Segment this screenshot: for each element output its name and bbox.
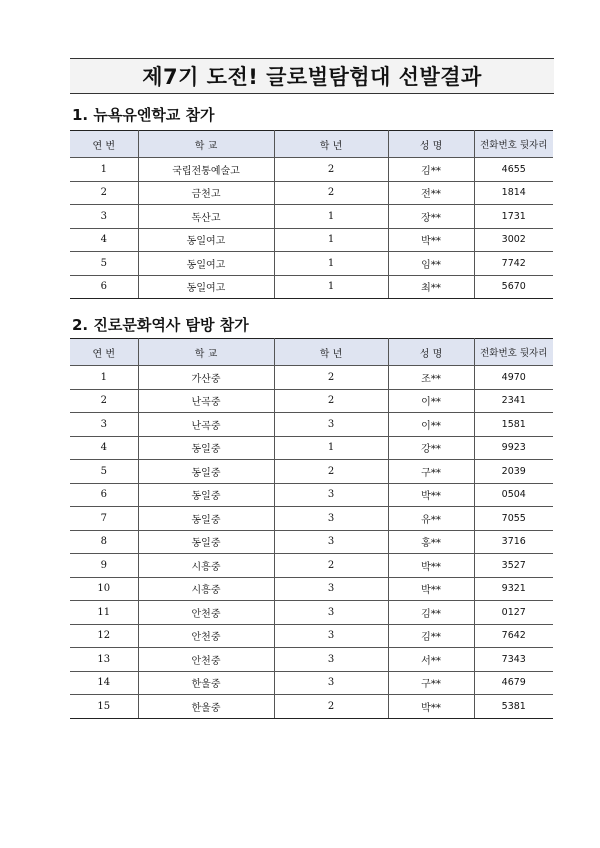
cell-col-name: 박** bbox=[388, 695, 474, 719]
cell-col-grade: 3 bbox=[274, 601, 388, 625]
header-col-school: 학 교 bbox=[138, 131, 274, 158]
cell-col-school: 동일여고 bbox=[138, 275, 274, 299]
cell-col-school: 동일중 bbox=[138, 436, 274, 460]
cell-col-grade: 3 bbox=[274, 624, 388, 648]
cell-col-name: 박** bbox=[388, 577, 474, 601]
cell-col-school: 동일중 bbox=[138, 530, 274, 554]
table-row bbox=[70, 228, 553, 252]
cell-col-grade: 3 bbox=[274, 413, 388, 437]
cell-col-school: 금천고 bbox=[138, 181, 274, 205]
header-col-number: 연 번 bbox=[70, 131, 138, 158]
cell-col-school: 동일중 bbox=[138, 507, 274, 531]
table-row bbox=[70, 671, 553, 695]
cell-col-number: 5 bbox=[70, 460, 138, 484]
cell-col-grade: 2 bbox=[274, 158, 388, 182]
cell-col-phone-last-digits: 1581 bbox=[474, 413, 553, 437]
cell-col-grade: 2 bbox=[274, 695, 388, 719]
header-col-phone-last-digits: 전화번호 뒷자리 bbox=[474, 131, 553, 158]
cell-col-grade: 2 bbox=[274, 181, 388, 205]
cell-col-school: 동일여고 bbox=[138, 228, 274, 252]
cell-col-name: 김** bbox=[388, 158, 474, 182]
table-row bbox=[70, 601, 553, 625]
cell-col-phone-last-digits: 0504 bbox=[474, 483, 553, 507]
header-col-name: 성 명 bbox=[388, 131, 474, 158]
table-row bbox=[70, 436, 553, 460]
cell-col-name: 박** bbox=[388, 554, 474, 578]
cell-col-number: 6 bbox=[70, 275, 138, 299]
cell-col-name: 강** bbox=[388, 436, 474, 460]
cell-col-name: 구** bbox=[388, 671, 474, 695]
table-header-row bbox=[70, 339, 553, 366]
cell-col-grade: 3 bbox=[274, 577, 388, 601]
table-header-row bbox=[70, 131, 553, 158]
cell-col-phone-last-digits: 3527 bbox=[474, 554, 553, 578]
cell-col-grade: 1 bbox=[274, 228, 388, 252]
header-col-grade: 학 년 bbox=[274, 339, 388, 366]
cell-col-number: 3 bbox=[70, 413, 138, 437]
cell-col-number: 3 bbox=[70, 205, 138, 229]
cell-col-grade: 2 bbox=[274, 460, 388, 484]
cell-col-grade: 1 bbox=[274, 252, 388, 276]
page-title: 제7기 도전! 글로벌탐험대 선발결과 bbox=[70, 58, 554, 94]
cell-col-number: 13 bbox=[70, 648, 138, 672]
header-col-name: 성 명 bbox=[388, 339, 474, 366]
cell-col-school: 동일여고 bbox=[138, 252, 274, 276]
cell-col-grade: 3 bbox=[274, 530, 388, 554]
cell-col-school: 동일중 bbox=[138, 483, 274, 507]
header-col-school: 학 교 bbox=[138, 339, 274, 366]
results-table-career-culture-tour bbox=[70, 338, 553, 719]
cell-col-school: 시흥중 bbox=[138, 554, 274, 578]
cell-col-school: 동일중 bbox=[138, 460, 274, 484]
cell-col-number: 2 bbox=[70, 389, 138, 413]
cell-col-number: 9 bbox=[70, 554, 138, 578]
table-row bbox=[70, 181, 553, 205]
cell-col-grade: 1 bbox=[274, 275, 388, 299]
cell-col-phone-last-digits: 9923 bbox=[474, 436, 553, 460]
table-row bbox=[70, 158, 553, 182]
cell-col-number: 11 bbox=[70, 601, 138, 625]
cell-col-name: 이** bbox=[388, 389, 474, 413]
table-row bbox=[70, 366, 553, 390]
cell-col-name: 홍** bbox=[388, 530, 474, 554]
cell-col-number: 1 bbox=[70, 366, 138, 390]
cell-col-school: 한울중 bbox=[138, 671, 274, 695]
cell-col-phone-last-digits: 0127 bbox=[474, 601, 553, 625]
header-col-phone-last-digits: 전화번호 뒷자리 bbox=[474, 339, 553, 366]
cell-col-phone-last-digits: 2341 bbox=[474, 389, 553, 413]
table-row bbox=[70, 507, 553, 531]
cell-col-school: 시흥중 bbox=[138, 577, 274, 601]
table-row bbox=[70, 483, 553, 507]
cell-col-number: 8 bbox=[70, 530, 138, 554]
table-row bbox=[70, 624, 553, 648]
header-col-grade: 학 년 bbox=[274, 131, 388, 158]
cell-col-number: 6 bbox=[70, 483, 138, 507]
cell-col-number: 4 bbox=[70, 228, 138, 252]
cell-col-grade: 3 bbox=[274, 507, 388, 531]
cell-col-grade: 1 bbox=[274, 436, 388, 460]
cell-col-phone-last-digits: 7742 bbox=[474, 252, 553, 276]
cell-col-number: 12 bbox=[70, 624, 138, 648]
cell-col-phone-last-digits: 5670 bbox=[474, 275, 553, 299]
cell-col-school: 안천중 bbox=[138, 624, 274, 648]
table-row bbox=[70, 554, 553, 578]
cell-col-school: 난곡중 bbox=[138, 389, 274, 413]
cell-col-name: 전** bbox=[388, 181, 474, 205]
cell-col-phone-last-digits: 1814 bbox=[474, 181, 553, 205]
cell-col-phone-last-digits: 4655 bbox=[474, 158, 553, 182]
cell-col-phone-last-digits: 7055 bbox=[474, 507, 553, 531]
cell-col-number: 5 bbox=[70, 252, 138, 276]
cell-col-name: 장** bbox=[388, 205, 474, 229]
cell-col-phone-last-digits: 5381 bbox=[474, 695, 553, 719]
cell-col-number: 15 bbox=[70, 695, 138, 719]
cell-col-number: 10 bbox=[70, 577, 138, 601]
cell-col-name: 김** bbox=[388, 624, 474, 648]
table-row bbox=[70, 389, 553, 413]
cell-col-number: 14 bbox=[70, 671, 138, 695]
table-row bbox=[70, 460, 553, 484]
cell-col-phone-last-digits: 9321 bbox=[474, 577, 553, 601]
cell-col-grade: 2 bbox=[274, 366, 388, 390]
cell-col-number: 2 bbox=[70, 181, 138, 205]
table-row bbox=[70, 205, 553, 229]
cell-col-grade: 3 bbox=[274, 648, 388, 672]
cell-col-phone-last-digits: 7642 bbox=[474, 624, 553, 648]
table-row bbox=[70, 530, 553, 554]
header-col-number: 연 번 bbox=[70, 339, 138, 366]
table-row bbox=[70, 695, 553, 719]
cell-col-phone-last-digits: 7343 bbox=[474, 648, 553, 672]
cell-col-phone-last-digits: 1731 bbox=[474, 205, 553, 229]
cell-col-phone-last-digits: 4679 bbox=[474, 671, 553, 695]
cell-col-grade: 3 bbox=[274, 671, 388, 695]
cell-col-name: 조** bbox=[388, 366, 474, 390]
cell-col-name: 김** bbox=[388, 601, 474, 625]
cell-col-number: 7 bbox=[70, 507, 138, 531]
cell-col-phone-last-digits: 2039 bbox=[474, 460, 553, 484]
cell-col-number: 1 bbox=[70, 158, 138, 182]
cell-col-name: 서** bbox=[388, 648, 474, 672]
table-row bbox=[70, 648, 553, 672]
cell-col-grade: 2 bbox=[274, 389, 388, 413]
cell-col-school: 독산고 bbox=[138, 205, 274, 229]
cell-col-phone-last-digits: 4970 bbox=[474, 366, 553, 390]
cell-col-grade: 2 bbox=[274, 554, 388, 578]
cell-col-number: 4 bbox=[70, 436, 138, 460]
cell-col-name: 박** bbox=[388, 483, 474, 507]
cell-col-grade: 1 bbox=[274, 205, 388, 229]
cell-col-phone-last-digits: 3716 bbox=[474, 530, 553, 554]
cell-col-name: 박** bbox=[388, 228, 474, 252]
cell-col-phone-last-digits: 3002 bbox=[474, 228, 553, 252]
table-row bbox=[70, 413, 553, 437]
table-row bbox=[70, 577, 553, 601]
cell-col-school: 안천중 bbox=[138, 601, 274, 625]
table-row bbox=[70, 275, 553, 299]
cell-col-name: 이** bbox=[388, 413, 474, 437]
results-table-nyc-un-school bbox=[70, 130, 553, 299]
cell-col-grade: 3 bbox=[274, 483, 388, 507]
table-row bbox=[70, 252, 553, 276]
cell-col-school: 난곡중 bbox=[138, 413, 274, 437]
cell-col-school: 안천중 bbox=[138, 648, 274, 672]
cell-col-name: 구** bbox=[388, 460, 474, 484]
cell-col-name: 유** bbox=[388, 507, 474, 531]
cell-col-school: 가산중 bbox=[138, 366, 274, 390]
cell-col-name: 최** bbox=[388, 275, 474, 299]
section-heading-career-culture-tour: 2. 진로문화역사 탐방 참가 bbox=[72, 316, 249, 334]
cell-col-school: 국립전통예술고 bbox=[138, 158, 274, 182]
section-heading-nyc-un-school: 1. 뉴욕유엔학교 참가 bbox=[72, 106, 215, 124]
cell-col-school: 한울중 bbox=[138, 695, 274, 719]
cell-col-name: 임** bbox=[388, 252, 474, 276]
